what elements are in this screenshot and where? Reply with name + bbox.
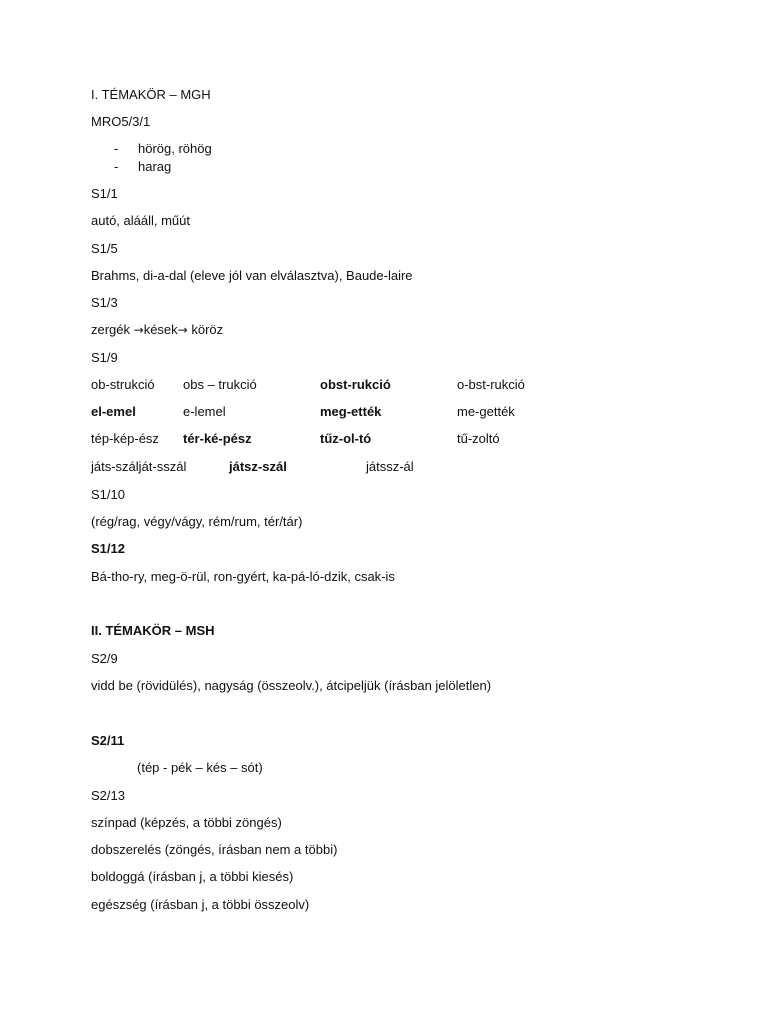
- syllable-cell: tű-zoltó: [457, 431, 500, 446]
- s1-10-text: (rég/rag, végy/vágy, rém/rum, tér/tár): [91, 514, 303, 529]
- s2-9-text: vidd be (rövidülés), nagyság (összeolv.), átcipeljük (írásban jelöletlen): [91, 678, 492, 693]
- s2-13-line: boldoggá (írásban j, a többi kiesés): [91, 869, 294, 884]
- s2-11-label: S2/11: [91, 733, 125, 748]
- s1-3-text: [91, 322, 223, 338]
- s1-12-text: Bá-tho-ry, meg-ö-rül, ron-gyért, ka-pá-ló-dzik, csak-is: [91, 569, 395, 584]
- word: kések: [143, 322, 178, 337]
- syllable-cell: e-lemel: [183, 404, 226, 419]
- syllable-cell-correct: obst-rukció: [320, 377, 391, 392]
- mro-label: MRO5/3/1: [91, 114, 151, 129]
- s2-13-line: színpad (képzés, a többi zöngés): [91, 815, 282, 830]
- syllable-cell-correct: meg-ették: [320, 404, 382, 419]
- s1-5-text: Brahms, di-a-dal (eleve jól van elválasztva), Baude-laire: [91, 268, 413, 283]
- bullet-dash: -: [114, 141, 119, 156]
- s1-10-label: S1/10: [91, 487, 125, 502]
- bullet-item: hörög, röhög: [138, 141, 212, 156]
- syllable-cell: o-bst-rukció: [457, 377, 525, 392]
- s1-5-label: S1/5: [91, 241, 118, 256]
- syllable-cell: obs – trukció: [183, 377, 257, 392]
- syllable-cell-correct: tér-ké-pész: [183, 431, 252, 446]
- s1-1-text: autó, alááll, műút: [91, 213, 191, 228]
- syllable-cell: játssz-ál: [366, 459, 414, 474]
- syllable-cell-correct: játsz-szál: [229, 459, 287, 474]
- s1-12-label: S1/12: [91, 541, 125, 556]
- s1-3-label: S1/3: [91, 295, 118, 310]
- bullet-dash: -: [114, 159, 119, 174]
- syllable-cell: ob-strukció: [91, 377, 155, 392]
- syllable-cell: me-gették: [457, 404, 515, 419]
- syllable-cell-correct: el-emel: [91, 404, 136, 419]
- topic2-heading: II. TÉMAKÖR – MSH: [91, 623, 215, 638]
- s2-13-label: S2/13: [91, 788, 125, 803]
- s2-13-line: dobszerelés (zöngés, írásban nem a többi): [91, 842, 338, 857]
- s2-11-text: (tép - pék – kés – sót): [137, 760, 263, 775]
- s2-9-label: S2/9: [91, 651, 118, 666]
- syllable-cell-correct: tűz-ol-tó: [320, 431, 372, 446]
- syllable-cell: tép-kép-ész: [91, 431, 159, 446]
- arrow-right-icon: →: [133, 323, 144, 337]
- bullet-item: harag: [138, 159, 172, 174]
- syllable-cell: játs-szálját-sszál: [91, 459, 187, 474]
- arrow-right-icon: →: [177, 323, 188, 337]
- s1-9-label: S1/9: [91, 350, 118, 365]
- s1-1-label: S1/1: [91, 186, 118, 201]
- s2-13-line: egészség (írásban j, a többi összeolv): [91, 897, 310, 912]
- topic1-heading: I. TÉMAKÖR – MGH: [91, 87, 211, 102]
- word: köröz: [187, 322, 224, 337]
- word: zergék: [91, 322, 134, 337]
